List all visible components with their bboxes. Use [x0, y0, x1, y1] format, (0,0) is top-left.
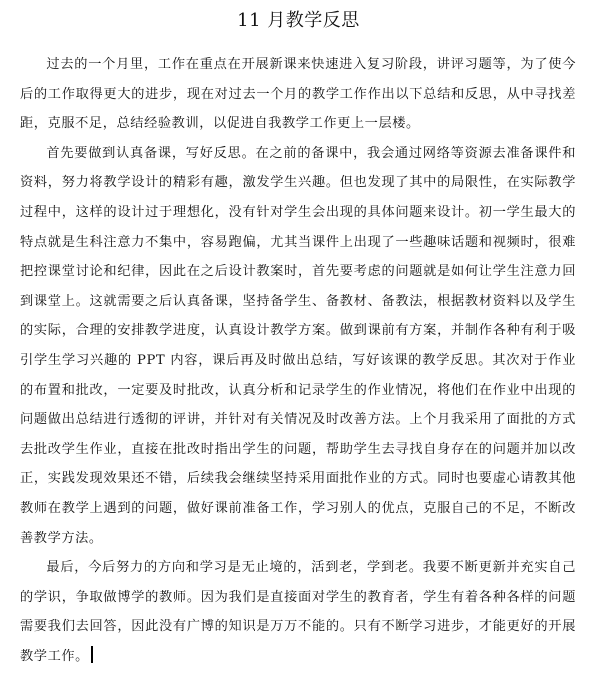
- document-body[interactable]: [20, 50, 576, 671]
- paragraph-intro: 过去的一个月里，工作在重点在开展新课来快速进入复习阶段，讲评习题等，为了使今后的工作取得更大的进步，现在对过去一个月的教学工作作出以下总结和反思，从中寻找差距，克服不足，总结经验教训，以促进自我教学工作更上一层楼。: [20, 57, 576, 132]
- document-title: 11 月教学反思: [237, 10, 360, 31]
- paragraph-conclusion: [20, 553, 576, 671]
- paragraph-lesson-prep: 首先要做到认真备课，写好反思。在之前的备课中，我会通过网络等资源去准备课件和资料，努力将教学设计的精彩有趣，激发学生兴趣。但也发现了其中的局限性，在实际教学过程中，这样的设计过于理想化，没有针对学生会出现的具体问题来设计。初一学生最大的特点就是生科注意力不集中，容易跑偏，尤其当课件上出现了一些趣味话题和视频时，很难把控课堂讨论和纪律，因此在之后设计教案时，首先要考虑的问题就是如何让学生注意力回到课堂上。这就需要之后认真备课，坚持备学生、备教材、备教法，根据教材资料以及学生的实际，合理的安排教学进度，认真设计教学方案。做到课前有方案，并制作各种有利于吸引学生学习兴趣的 PPT 内容，课后再及时做出总结，写好该课的教学反思。其次对于作业的布置和批改，一定要及时批改，认真分析和记录学生的作业情况，将他们在作业中出现的问题做出总结进行透彻的评讲，并针对有关情况及时改善方法。上个月我采用了面批的方式去批改学生作业，直接在批改时指出学生的问题，帮助学生去寻找自身存在的问题并加以改正，实践发现效果还不错，后续我会继续坚持采用面批作业的方式。同时也要虚心请教其他教师在教学上遇到的问题，做好课前准备工作，学习别人的优点，克服自己的不足，不断改善教学方法。: [20, 145, 576, 546]
- text-cursor: [91, 646, 93, 663]
- paragraph-conclusion-text: 最后，今后努力的方向和学习是无止境的，活到老，学到老。我要不断更新并充实自己的学识，争取做博学的教师。因为我们是直接面对学生的教育者，学生有着各种各样的问题需要我们去回答，因此没有广博的知识是万万不能的。只有不断学习进步，才能更好的开展教学工作。: [20, 560, 576, 664]
